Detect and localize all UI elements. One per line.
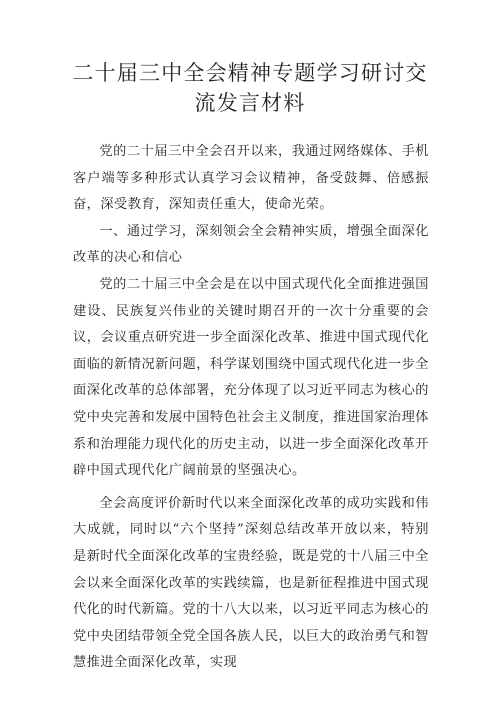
document-title: 二十届三中全会精神专题学习研讨交流发言材料: [72, 61, 428, 115]
paragraph-intro: 党的二十届三中全会召开以来，我通过网络媒体、手机客户端等多种形式认真学习会议精神，备受鼓舞、倍感振奋，深受教育，深知责任重大，使命光荣。: [73, 144, 429, 213]
paragraph-significance: 党的二十届三中全会是在以中国式现代化全面推进强国建设、民族复兴伟业的关键时期召开的一次十分重要的会议，会议重点研究进一步全面深化改革、推进中国式现代化面临的新情况新问题，科学谋划围绕中国式现代化进一步全面深化改革的总体部署，充分体现了以习近平同志为核心的党中央完善和发展中国特色社会主义制度，推进国家治理体系和治理能力现代化的历史主动，以进一步全面深化改革开辟中国式现代化广阔前景的坚强决心。: [73, 276, 429, 479]
document-body: [73, 139, 429, 677]
paragraph-achievements: 全会高度评价新时代以来全面深化改革的成功实践和伟大成就，同时以“六个坚持”深刻总结改革开放以来，特别是新时代全面深化改革的宝贵经验，既是党的十八届三中全会以来全面深化改革的实践续篇，也是新征程推进中国式现代化的时代新篇。党的十八大以来，以习近平同志为核心的党中央团结带领全党全国各族人民，以巨大的政治勇气和智慧推进全面深化改革，实现: [73, 495, 429, 671]
section-heading-1: 一、通过学习，深刻领会全会精神实质，增强全面深化改革的决心和信心: [73, 223, 429, 266]
